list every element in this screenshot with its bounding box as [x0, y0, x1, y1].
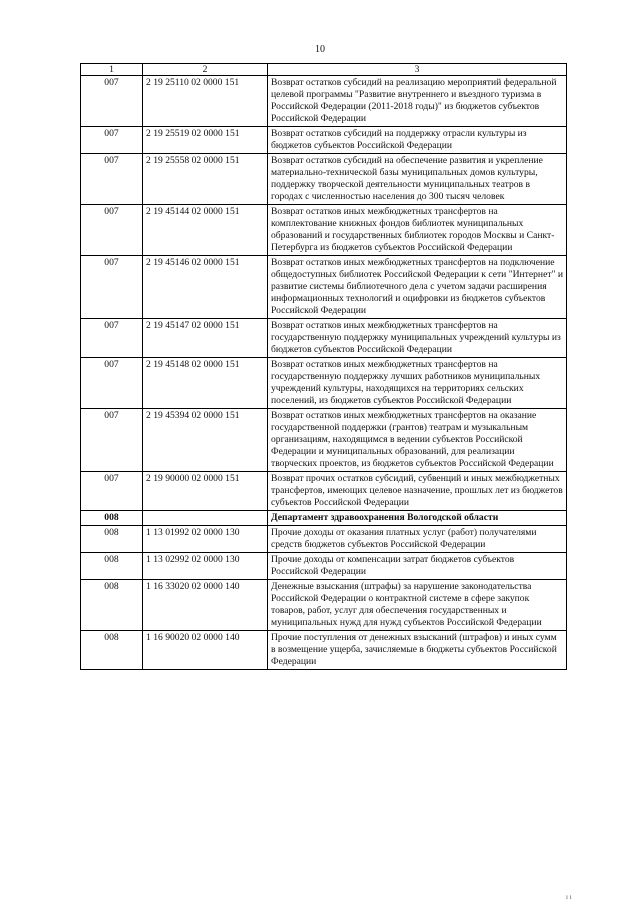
table-row [81, 256, 567, 319]
revenue-code-cell: 2 19 25519 02 0000 151 [143, 127, 268, 154]
table-row [81, 409, 567, 472]
revenue-codes-table [80, 63, 567, 670]
column-header-3: 3 [268, 64, 567, 76]
revenue-name-cell: Возврат остатков иных межбюджетных трансфертов на комплектование книжных фондов библиотек муниципальных образований и государственных библиотек городов Москвы и Санкт-Петербурга из бюджетов субъектов Российской Федерации [268, 205, 567, 256]
table-header-row [81, 64, 567, 76]
admin-code-cell: 008 [81, 511, 143, 526]
admin-code-cell: 008 [81, 580, 143, 631]
admin-code-cell: 007 [81, 409, 143, 472]
revenue-code-cell: 2 19 25110 02 0000 151 [143, 76, 268, 127]
revenue-code-cell: 1 13 02992 02 0000 130 [143, 553, 268, 580]
revenue-code-cell: 1 16 33020 02 0000 140 [143, 580, 268, 631]
revenue-code-cell: 2 19 45146 02 0000 151 [143, 256, 268, 319]
revenue-name-cell: Возврат прочих остатков субсидий, субвенций и иных межбюджетных трансфертов, имеющих целевое назначение, прошлых лет из бюджетов субъектов Российской Федерации [268, 472, 567, 511]
revenue-name-cell: Возврат остатков субсидий на обеспечение развития и укрепление материально-технической базы муниципальных домов культуры, поддержку творческой деятельности муниципальных театров в городах с численностью населения до 300 тысяч человек [268, 154, 567, 205]
admin-code-cell: 008 [81, 553, 143, 580]
admin-code-cell: 007 [81, 205, 143, 256]
revenue-name-cell: Возврат остатков иных межбюджетных трансфертов на оказание государственной поддержки (грантов) театрам и музыкальным организациям, находящимся в ведении субъектов Российской Федерации и муниципальных образований, для реализации творческих проектов, из бюджетов субъектов Российской Федерации [268, 409, 567, 472]
revenue-name-cell: Возврат остатков субсидий на поддержку отрасли культуры из бюджетов субъектов Российской Федерации [268, 127, 567, 154]
revenue-name-cell: Прочие доходы от компенсации затрат бюджетов субъектов Российской Федерации [268, 553, 567, 580]
admin-code-cell: 007 [81, 256, 143, 319]
admin-code-cell: 007 [81, 358, 143, 409]
revenue-code-cell: 2 19 45148 02 0000 151 [143, 358, 268, 409]
table-row [81, 631, 567, 670]
table-row [81, 154, 567, 205]
table-row [81, 205, 567, 256]
table-row [81, 580, 567, 631]
revenue-code-cell [143, 511, 268, 526]
revenue-name-cell: Возврат остатков иных межбюджетных трансфертов на подключение общедоступных библиотек Российской Федерации к сети "Интернет" и развитие системы библиотечного дела с учетом задачи расширения информационных технологий и оцифровки из бюджетов субъектов Российской Федерации [268, 256, 567, 319]
column-header-2: 2 [143, 64, 268, 76]
table-body [81, 76, 567, 670]
table-row [81, 358, 567, 409]
table-row [81, 127, 567, 154]
admin-code-cell: 007 [81, 76, 143, 127]
admin-code-cell: 008 [81, 631, 143, 670]
column-header-1: 1 [81, 64, 143, 76]
department-name-cell: Департамент здравоохранения Вологодской области [268, 511, 567, 526]
revenue-name-cell: Возврат остатков субсидий на реализацию мероприятий федеральной целевой программы "Развитие внутреннего и въездного туризма в Российской Федерации (2011-2018 годы)" из бюджетов субъектов Российской Федерации [268, 76, 567, 127]
table-row [81, 319, 567, 358]
revenue-name-cell: Прочие доходы от оказания платных услуг (работ) получателями средств бюджетов субъектов Российской Федерации [268, 526, 567, 553]
section-header-row [81, 511, 567, 526]
revenue-code-cell: 2 19 90000 02 0000 151 [143, 472, 268, 511]
admin-code-cell: 007 [81, 319, 143, 358]
revenue-name-cell: Денежные взыскания (штрафы) за нарушение законодательства Российской Федерации о контрактной системе в сфере закупок товаров, работ, услуг для обеспечения государственных и муниципальных нужд для нужд субъектов Российской Федерации [268, 580, 567, 631]
revenue-name-cell: Возврат остатков иных межбюджетных трансфертов на государственную поддержку лучших работников муниципальных учреждений культуры, находящихся на территориях сельских поселений, из бюджетов субъектов Российской Федерации [268, 358, 567, 409]
admin-code-cell: 008 [81, 526, 143, 553]
corner-mark: ı ı [566, 893, 572, 901]
admin-code-cell: 007 [81, 154, 143, 205]
table-row [81, 472, 567, 511]
admin-code-cell: 007 [81, 127, 143, 154]
revenue-code-cell: 2 19 45144 02 0000 151 [143, 205, 268, 256]
table-row [81, 76, 567, 127]
revenue-code-cell: 2 19 45147 02 0000 151 [143, 319, 268, 358]
revenue-code-cell: 1 13 01992 02 0000 130 [143, 526, 268, 553]
admin-code-cell: 007 [81, 472, 143, 511]
revenue-name-cell: Прочие поступления от денежных взысканий (штрафов) и иных сумм в возмещение ущерба, зачисляемые в бюджеты субъектов Российской Федерации [268, 631, 567, 670]
revenue-code-cell: 2 19 45394 02 0000 151 [143, 409, 268, 472]
revenue-code-cell: 1 16 90020 02 0000 140 [143, 631, 268, 670]
revenue-code-cell: 2 19 25558 02 0000 151 [143, 154, 268, 205]
table-row [81, 526, 567, 553]
page-number: 10 [315, 44, 325, 55]
table-row [81, 553, 567, 580]
revenue-name-cell: Возврат остатков иных межбюджетных трансфертов на государственную поддержку муниципальных учреждений культуры из бюджетов субъектов Российской Федерации [268, 319, 567, 358]
